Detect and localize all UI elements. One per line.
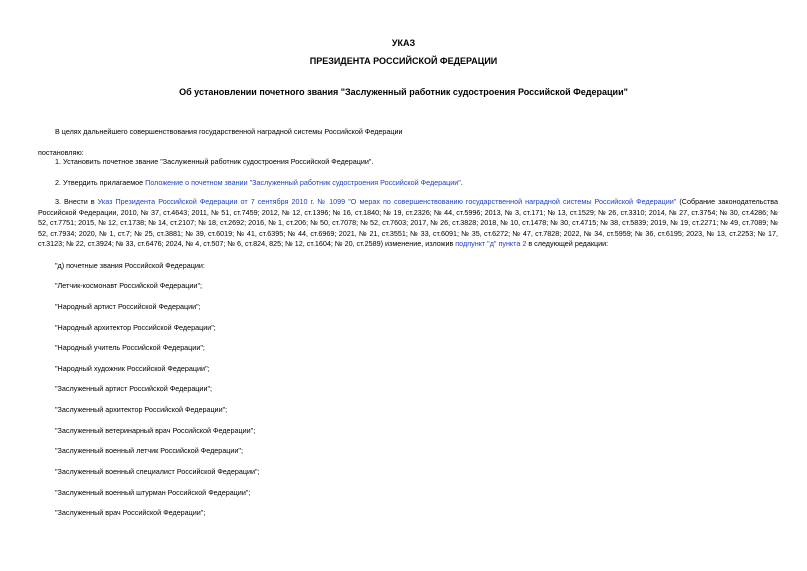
item-3-prefix: 3. Внести в xyxy=(55,197,98,206)
decree-1099-link[interactable]: Указ Президента Российской Федерации от 7 сентября 2010 г. № 1099 xyxy=(97,197,346,206)
decree-subject: Об установлении почетного звания "Заслуженный работник судостроения Российской Федерации" xyxy=(179,87,628,97)
list-item: "Заслуженный артист Российской Федерации"; xyxy=(55,384,213,393)
list-intro: "д) почетные звания Российской Федерации: xyxy=(55,261,205,270)
item-2-suffix: . xyxy=(460,178,463,187)
list-item: "Летчик-космонавт Российской Федерации"; xyxy=(55,281,202,290)
list-item: "Заслуженный архитектор Российской Федерации"; xyxy=(55,405,228,414)
regulation-link[interactable]: Положение о почетном звании "Заслуженный работник судостроения Российской Федерации" xyxy=(145,178,461,187)
award-system-link[interactable]: "О мерах по совершенствованию государственной наградной системы Российской Федерации" xyxy=(348,197,677,206)
list-item: "Народный учитель Российской Федерации"; xyxy=(55,343,205,352)
list-item: "Народный художник Российской Федерации"; xyxy=(55,364,210,373)
list-item: "Заслуженный ветеринарный врач Российской Федерации"; xyxy=(55,426,256,435)
decree-word: постановляю: xyxy=(38,148,84,157)
list-item: "Заслуженный военный специалист Российской Федерации"; xyxy=(55,467,260,476)
item-3 xyxy=(38,197,778,250)
list-item: "Народный артист Российской Федерации"; xyxy=(55,302,201,311)
list-item: "Заслуженный врач Российской Федерации"; xyxy=(55,508,206,517)
decree-issuer: ПРЕЗИДЕНТА РОССИЙСКОЙ ФЕДЕРАЦИИ xyxy=(309,56,498,66)
list-item: "Заслуженный военный штурман Российской Федерации"; xyxy=(55,488,251,497)
list-item: "Заслуженный военный летчик Российской Федерации"; xyxy=(55,446,243,455)
item-1: 1. Установить почетное звание "Заслуженный работник судостроения Российской Федерации". xyxy=(55,157,374,166)
item-2-prefix: 2. Утвердить прилагаемое xyxy=(55,178,146,187)
decree-title: УКАЗ xyxy=(391,38,416,48)
preamble-text: В целях дальнейшего совершенствования государственной наградной системы Российской Федерации xyxy=(55,127,403,136)
list-item: "Народный архитектор Российской Федерации"; xyxy=(55,323,216,332)
item-3-sources: (Собрание законодательства Российской Федерации, 2010, № 37, ст.4643; 2011, № 51, ст.7459; 2012, № 12, ст.1396; № 16, ст.1840; № 19, ст.2326; № 44, ст.5996; 2013, № 3, ст.171; № 13, ст.1529; № 26, ст.3310; 2014, № 27, ст.3754; № 30, ст.4286; № 52, ст.7751; 2015, № 12, ст.1738; № 14, ст.2107; № 18, ст.2692; 2016, № 1, ст.206; № 50, ст.7078; № 52, ст.7603; 2017, № 26, ст.3828; 2018, № 10, ст.1478; № 30, ст.4715; № 38, ст.5839; 2019, № 19, ст.2271; № 49, ст.7089; № 52, ст.7934; 2020, № 1, ст.7; № 25, ст.3881; № 39, ст.6019; № 41, ст.6395; № 44, ст.6969; 2021, № 21, ст.3551; № 33, ст.6091; № 35, ст.6272; № 47, ст.7828; 2022, № 34, ст.5959; № 36, ст.6195; 2023, № 13, ст.2253; № 17, ст.3123; № 22, ст.3924; № 33, ст.6476; 2024, № 4, ст.507; № 6, ст.824, 825; № 12, ст.1604; № 20, ст.2589) изменение, изложив xyxy=(38,197,779,248)
subparagraph-d-link[interactable]: подпункт "д" пункта 2 xyxy=(455,239,527,248)
item-3-suffix: в следующей редакции: xyxy=(526,239,609,248)
item-2 xyxy=(55,178,463,188)
